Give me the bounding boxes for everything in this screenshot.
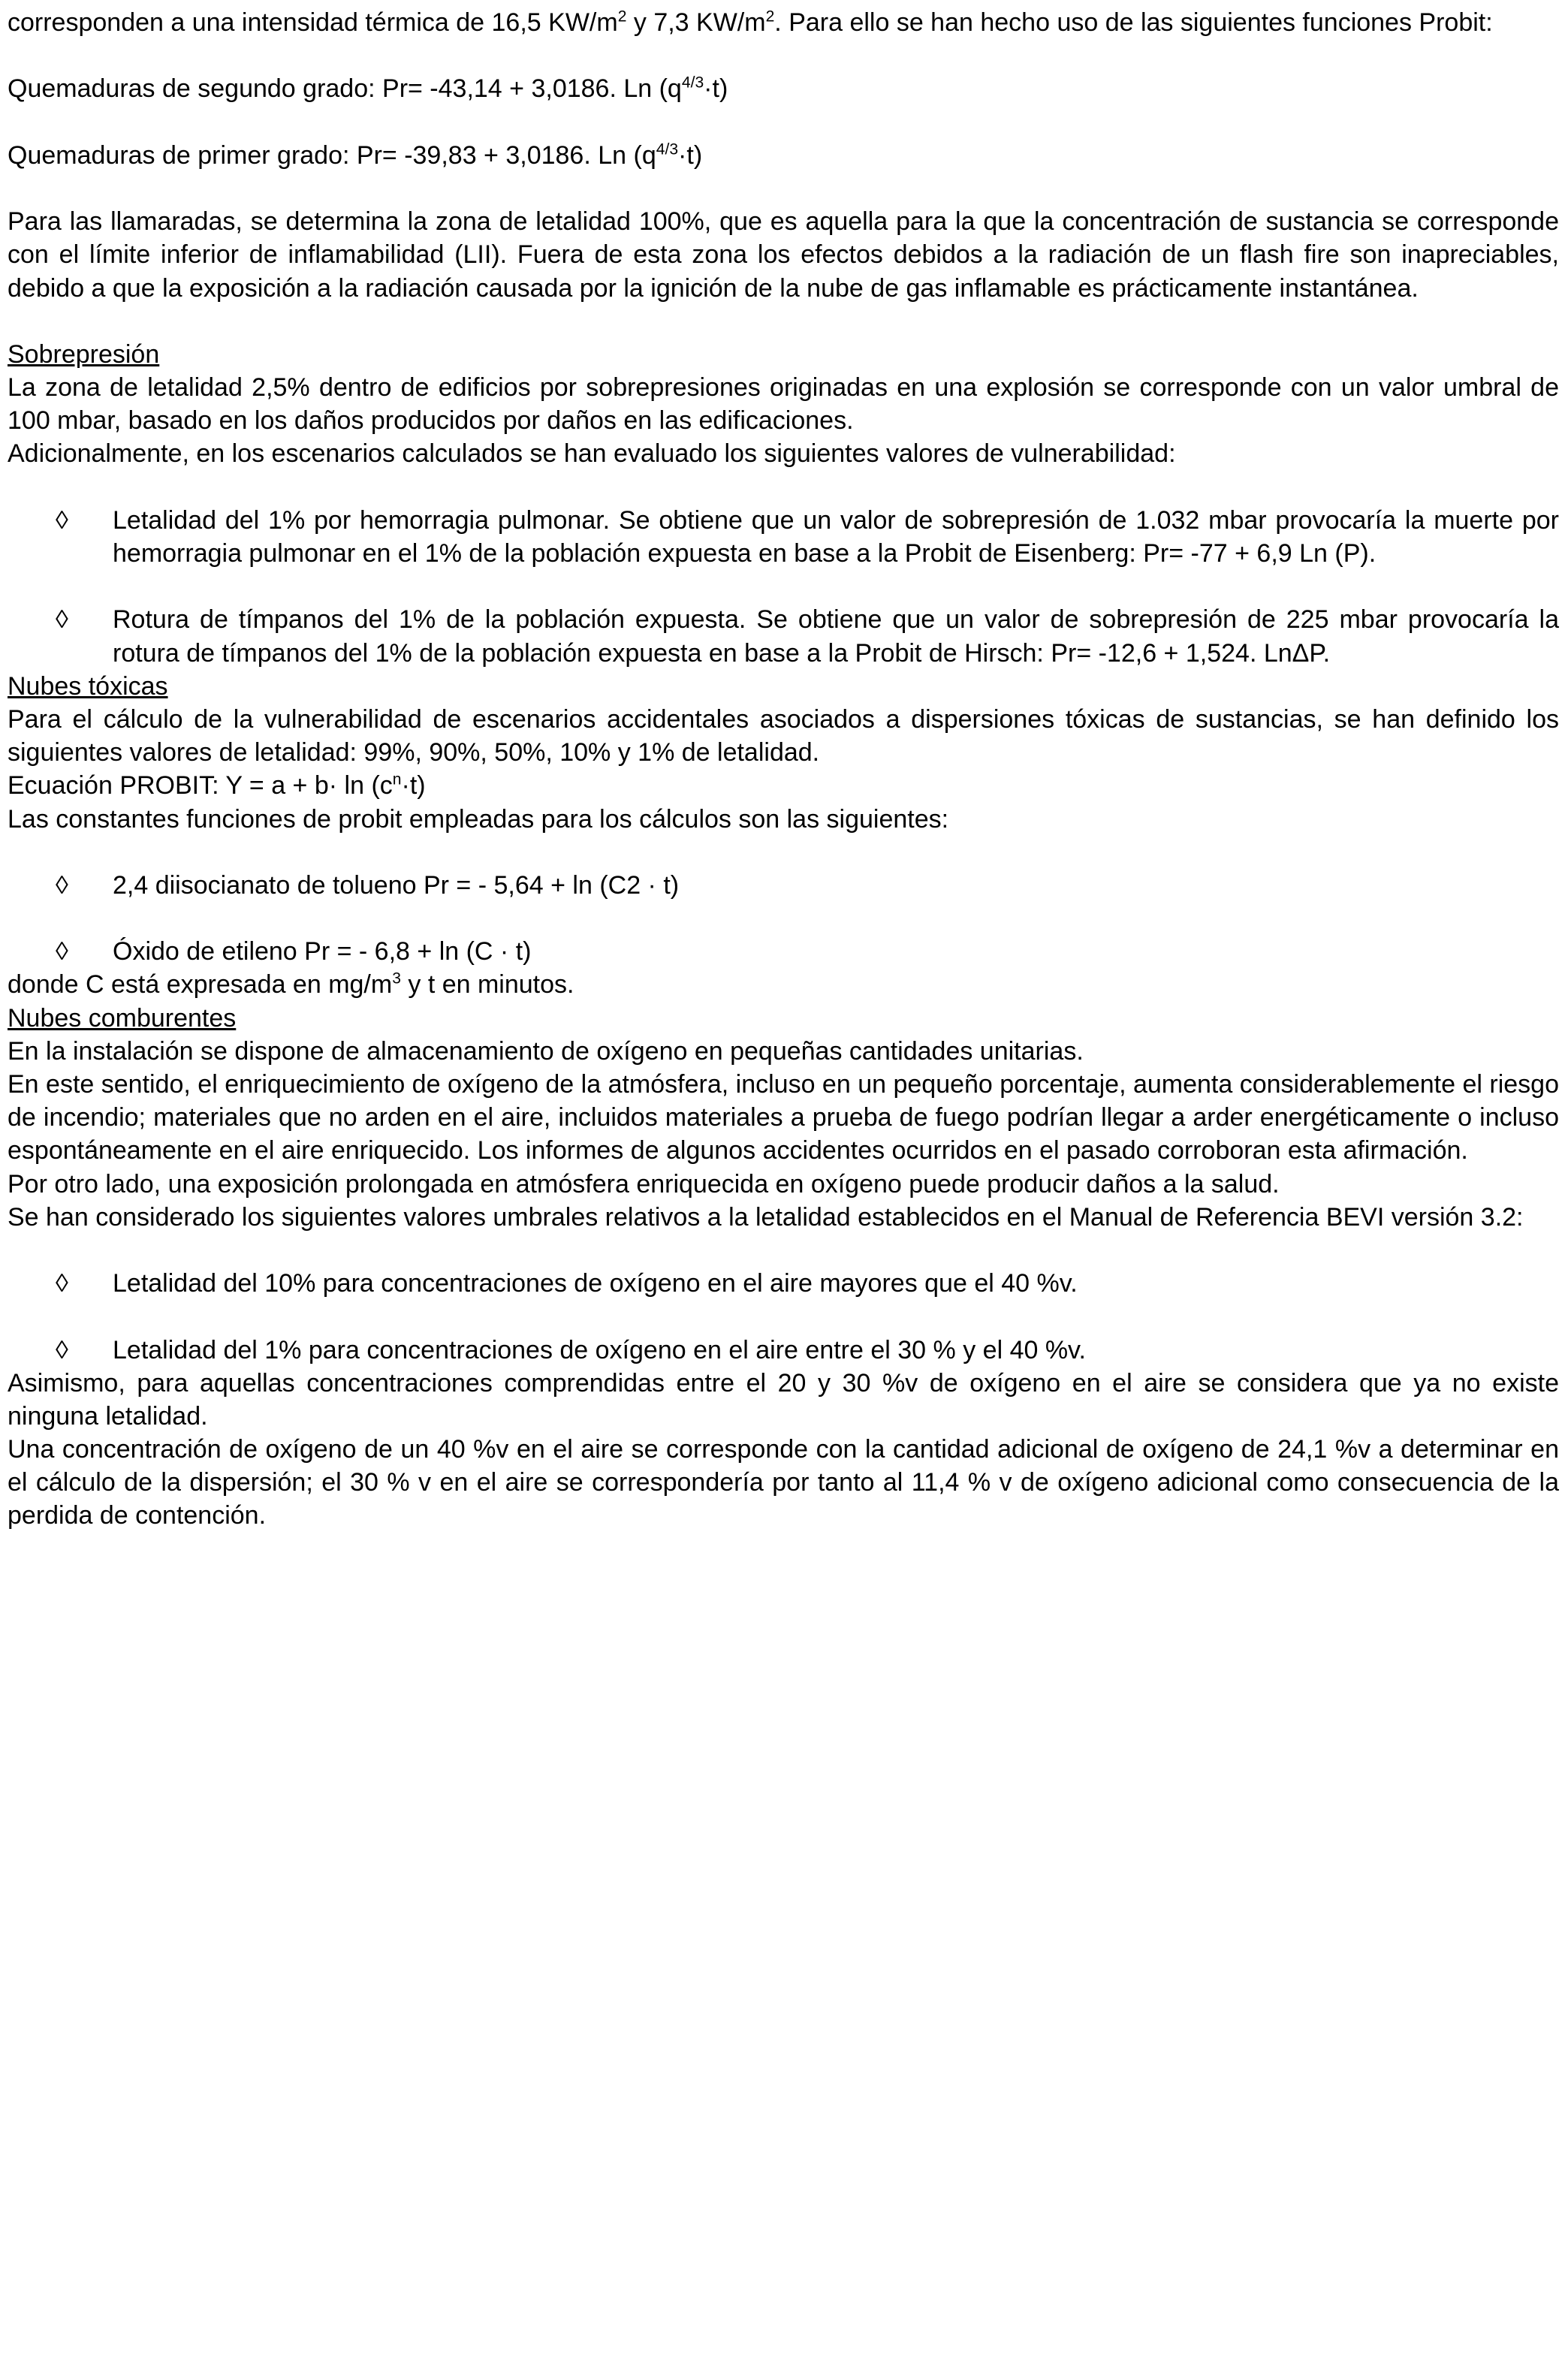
- paragraph: [8, 1168, 1559, 1201]
- blank-line: [8, 1300, 1559, 1333]
- text-run: La zona de letalidad 2,5% dentro de edificios por sobrepresiones originadas en una explosión se corresponde con un valor umbral de 100 mbar, basado en los daños producidos por daños en las edificaciones.: [8, 373, 1559, 436]
- blank-line: [8, 1234, 1559, 1267]
- text-run: Quemaduras de primer grado: Pr= -39,83 + 3,0186. Ln (q: [8, 140, 656, 170]
- blank-line: [8, 836, 1559, 869]
- bullet-item: [8, 1267, 1559, 1300]
- text-run: ·t): [678, 140, 703, 170]
- text-run: Para las llamaradas, se determina la zona de letalidad 100%, que es aquella para la que la concentración de sustancia se corresponde con el límite inferior de inflamabilidad (LII). Fuera de esta zona los efectos debidos a la radiación de un flash fire son inapreciables, debido a que la exposición a la radiación causada por la ignición de la nube de gas inflamable es prácticamente instantánea.: [8, 207, 1559, 303]
- paragraph: [8, 803, 1559, 836]
- paragraph: [8, 1367, 1559, 1433]
- text-run: Una concentración de oxígeno de un 40 %v en el aire se corresponde con la cantidad adicional de oxígeno de 24,1 %v a determinar en el cálculo de la dispersión; el 30 % v en el aire se correspondería por tanto al 11,4 % v de oxígeno adicional como consecuencia de la perdida de contención.: [8, 1435, 1559, 1530]
- text-run: . Para ello se han hecho uso de las siguientes funciones Probit:: [774, 8, 1493, 37]
- blank-line: [8, 570, 1559, 603]
- paragraph: [8, 139, 1559, 172]
- text-run: Asimismo, para aquellas concentraciones comprendidas entre el 20 y 30 %v de oxígeno en el aire se considera que ya no existe ninguna letalidad.: [8, 1368, 1559, 1431]
- text-run: ·t): [704, 74, 728, 104]
- text-run: Sobrepresión: [8, 339, 160, 369]
- paragraph: [8, 703, 1559, 769]
- diamond-bullet-icon: ◊: [56, 505, 68, 535]
- diamond-bullet-icon: ◊: [56, 605, 68, 635]
- text-run: 2,4 diisocianato de tolueno Pr = - 5,64 + ln (C2 · t): [113, 870, 680, 900]
- bullet-text: [113, 1267, 1559, 1300]
- section-heading: [8, 1002, 1559, 1035]
- superscript-text: n: [392, 770, 402, 788]
- text-run: Adicionalmente, en los escenarios calculados se han evaluado los siguientes valores de vulnerabilidad:: [8, 439, 1176, 469]
- bullet-item: [8, 869, 1559, 902]
- text-run: corresponden a una intensidad térmica de 16,5 KW/m: [8, 8, 618, 37]
- section-heading: [8, 670, 1559, 703]
- bullet-item: [8, 1334, 1559, 1367]
- diamond-bullet-icon: ◊: [56, 1269, 68, 1298]
- text-run: Rotura de tímpanos del 1% de la población expuesta. Se obtiene que un valor de sobrepresión de 225 mbar provocaría la rotura de tímpanos del 1% de la población expuesta en base a la Probit de Hirsch: Pr= -12,6 + 1,524. LnΔP.: [113, 605, 1559, 668]
- text-run: Letalidad del 1% por hemorragia pulmonar. Se obtiene que un valor de sobrepresión de 1.032 mbar provocaría la muerte por hemorragia pulmonar en el 1% de la población expuesta en base a la Probit de Eisenberg: Pr= -77 + 6,9 Ln (P).: [113, 505, 1559, 568]
- diamond-bullet-icon: ◊: [56, 937, 68, 966]
- superscript-text: 4/3: [656, 140, 679, 158]
- paragraph: [8, 205, 1559, 305]
- text-run: Ecuación PROBIT: Y = a + b· ln (c: [8, 771, 393, 801]
- text-run: Óxido de etileno Pr = - 6,8 + ln (C · t): [113, 937, 532, 966]
- bullet-item: [8, 603, 1559, 669]
- text-run: Se han considerado los siguientes valores umbrales relativos a la letalidad establecidos en el Manual de Referencia BEVI versión 3.2:: [8, 1202, 1524, 1232]
- bullet-text: [113, 504, 1559, 570]
- blank-line: [8, 106, 1559, 139]
- blank-line: [8, 172, 1559, 205]
- paragraph: [8, 371, 1559, 437]
- document-content: [8, 6, 1559, 1533]
- blank-line: [8, 39, 1559, 72]
- text-run: Nubes tóxicas: [8, 671, 168, 701]
- paragraph: [8, 769, 1559, 802]
- blank-line: [8, 471, 1559, 504]
- text-run: ·t): [401, 771, 426, 801]
- text-run: Las constantes funciones de probit empleadas para los cálculos son las siguientes:: [8, 804, 949, 834]
- paragraph: [8, 437, 1559, 470]
- text-run: Letalidad del 1% para concentraciones de oxígeno en el aire entre el 30 % y el 40 %v.: [113, 1335, 1086, 1364]
- bullet-text: [113, 869, 1559, 902]
- bullet-item: [8, 935, 1559, 968]
- blank-line: [8, 902, 1559, 935]
- paragraph: [8, 1035, 1559, 1068]
- blank-line: [8, 305, 1559, 338]
- text-run: Por otro lado, una exposición prolongada en atmósfera enriquecida en oxígeno puede producir daños a la salud.: [8, 1169, 1280, 1199]
- text-run: En la instalación se dispone de almacenamiento de oxígeno en pequeñas cantidades unitarias.: [8, 1036, 1084, 1066]
- bullet-item: [8, 504, 1559, 570]
- paragraph: [8, 6, 1559, 39]
- diamond-bullet-icon: ◊: [56, 1335, 68, 1364]
- text-run: donde C está expresada en mg/m: [8, 970, 393, 1000]
- superscript-text: 2: [617, 8, 627, 26]
- diamond-bullet-icon: ◊: [56, 870, 68, 900]
- text-run: y t en minutos.: [400, 970, 574, 1000]
- paragraph: [8, 1068, 1559, 1168]
- bullet-text: [113, 603, 1559, 669]
- text-run: Nubes comburentes: [8, 1003, 237, 1033]
- bullet-text: [113, 1334, 1559, 1367]
- section-heading: [8, 338, 1559, 371]
- text-run: y 7,3 KW/m: [626, 8, 766, 37]
- paragraph: [8, 968, 1559, 1001]
- text-run: Quemaduras de segundo grado: Pr= -43,14 + 3,0186. Ln (q: [8, 74, 682, 104]
- paragraph: [8, 72, 1559, 105]
- text-run: Para el cálculo de la vulnerabilidad de escenarios accidentales asociados a dispersiones tóxicas de sustancias, se han definido los siguientes valores de letalidad: 99%, 90%, 50%, 10% y 1% de letalidad.: [8, 704, 1559, 767]
- superscript-text: 4/3: [681, 74, 704, 92]
- paragraph: [8, 1201, 1559, 1234]
- bullet-text: [113, 935, 1559, 968]
- superscript-text: 3: [392, 970, 401, 988]
- superscript-text: 2: [765, 8, 775, 26]
- paragraph: [8, 1433, 1559, 1533]
- text-run: En este sentido, el enriquecimiento de oxígeno de la atmósfera, incluso en un pequeño porcentaje, aumenta considerablemente el riesgo de incendio; materiales que no arden en el aire, incluidos materiales a prueba de fuego podrían llegar a arder energéticamente o incluso espontáneamente en el aire enriquecido. Los informes de algunos accidentes ocurridos en el pasado corroboran esta afirmación.: [8, 1070, 1559, 1165]
- text-run: Letalidad del 10% para concentraciones de oxígeno en el aire mayores que el 40 %v.: [113, 1269, 1078, 1298]
